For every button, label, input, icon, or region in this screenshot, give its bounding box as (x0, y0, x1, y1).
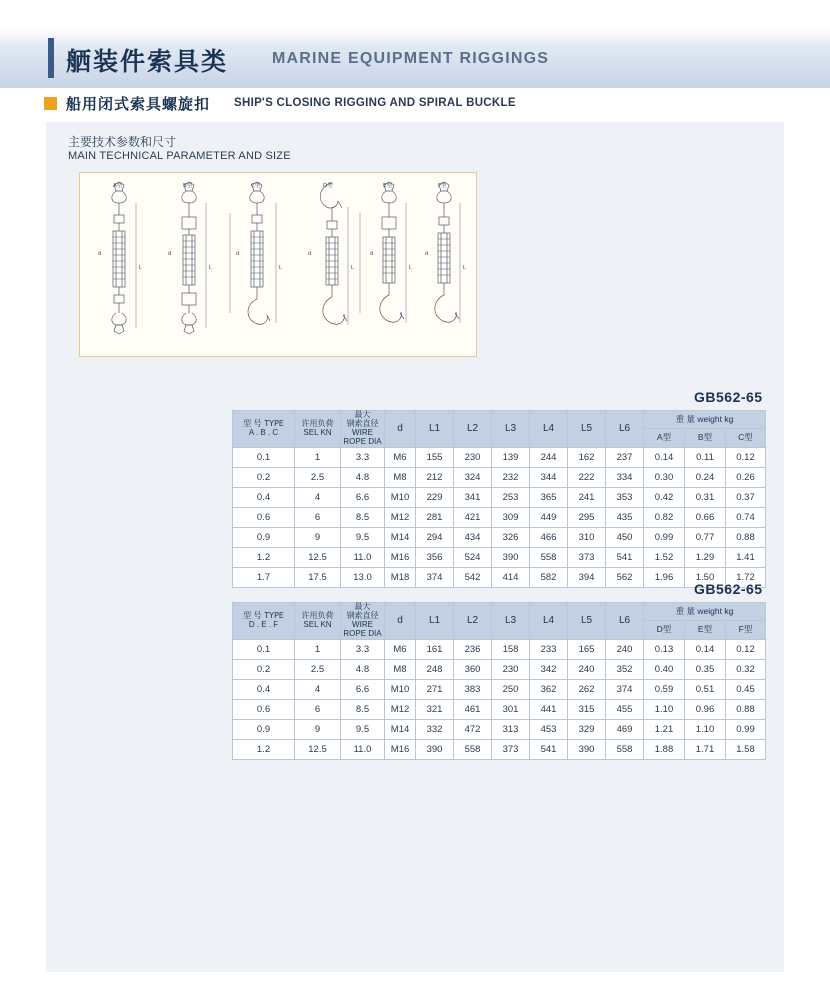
th-weight-a: A型 (644, 429, 685, 447)
standard-label-2: GB562-65 (694, 581, 763, 597)
cell-wa: 0.14 (644, 447, 685, 467)
cell-l4: 362 (530, 679, 568, 699)
cell-l6: 562 (606, 567, 644, 587)
cell-wf: 0.99 (726, 719, 766, 739)
cell-we: 1.71 (685, 739, 726, 759)
spec-table-abc-body (233, 447, 766, 587)
cell-wd: 1.88 (644, 739, 685, 759)
cell-l4: 244 (530, 447, 568, 467)
svg-text:E型: E型 (383, 183, 392, 189)
cell-l5: 329 (568, 719, 606, 739)
section-title-cn: 船用闭式索具螺旋扣 (66, 95, 211, 113)
th-d: d (385, 603, 416, 640)
cell-rope: 3.3 (341, 639, 385, 659)
cell-load: 4 (295, 487, 341, 507)
cell-load: 6 (295, 507, 341, 527)
cell-we: 0.51 (685, 679, 726, 699)
cell-rope: 11.0 (341, 739, 385, 759)
cell-d: M10 (385, 487, 416, 507)
cell-l4: 466 (530, 527, 568, 547)
th-l6: L6 (606, 603, 644, 640)
cell-wa: 0.99 (644, 527, 685, 547)
cell-rope: 13.0 (341, 567, 385, 587)
cell-l5: 310 (568, 527, 606, 547)
svg-text:d: d (425, 251, 429, 257)
cell-wb: 1.29 (685, 547, 726, 567)
section-title-en: SHIP'S CLOSING RIGGING AND SPIRAL BUCKLE (234, 97, 516, 109)
th-l2: L2 (454, 603, 492, 640)
cell-type: 1.2 (233, 547, 295, 567)
technical-drawing-panel (79, 172, 477, 357)
cell-d: M18 (385, 567, 416, 587)
cell-wd: 0.13 (644, 639, 685, 659)
cell-wa: 1.52 (644, 547, 685, 567)
cell-l3: 309 (492, 507, 530, 527)
th-rope-en1: WIRE (352, 427, 373, 437)
table-row (233, 739, 766, 759)
cell-l2: 324 (454, 467, 492, 487)
cell-l5: 373 (568, 547, 606, 567)
cell-wa: 0.42 (644, 487, 685, 507)
page-title-cn: 舾装件索具类 (66, 47, 229, 76)
cell-wf: 1.58 (726, 739, 766, 759)
parameters-caption-en: MAIN TECHNICAL PARAMETER AND SIZE (68, 150, 291, 162)
th-rope-cn2: 钢索直径 (346, 418, 379, 428)
cell-l1: 248 (416, 659, 454, 679)
cell-l6: 374 (606, 679, 644, 699)
cell-l1: 229 (416, 487, 454, 507)
table-row (233, 507, 766, 527)
cell-d: M14 (385, 719, 416, 739)
cell-l1: 155 (416, 447, 454, 467)
svg-text:L: L (139, 265, 143, 271)
th-l1: L1 (416, 411, 454, 448)
cell-type: 0.6 (233, 507, 295, 527)
cell-rope: 6.6 (341, 487, 385, 507)
cell-wb: 0.31 (685, 487, 726, 507)
cell-l5: 295 (568, 507, 606, 527)
th-load-en: SEL KN (303, 427, 332, 437)
cell-l6: 469 (606, 719, 644, 739)
cell-type: 0.2 (233, 467, 295, 487)
cell-load: 9 (295, 719, 341, 739)
cell-l3: 250 (492, 679, 530, 699)
cell-l1: 374 (416, 567, 454, 587)
cell-type: 0.1 (233, 639, 295, 659)
th-type (233, 411, 295, 448)
svg-text:F型: F型 (438, 183, 447, 189)
cell-type: 0.4 (233, 487, 295, 507)
cell-load: 6 (295, 699, 341, 719)
cell-l2: 230 (454, 447, 492, 467)
cell-load: 17.5 (295, 567, 341, 587)
cell-l1: 294 (416, 527, 454, 547)
table-row (233, 547, 766, 567)
th-rope (341, 603, 385, 640)
cell-d: M14 (385, 527, 416, 547)
th-load-en: SEL KN (303, 619, 332, 629)
cell-rope: 4.8 (341, 659, 385, 679)
cell-wc: 1.72 (726, 567, 766, 587)
th-l4: L4 (530, 411, 568, 448)
cell-l4: 582 (530, 567, 568, 587)
table-row (233, 447, 766, 467)
th-weight-e: E型 (685, 621, 726, 639)
cell-l6: 435 (606, 507, 644, 527)
th-rope-en1: WIRE (352, 619, 373, 629)
cell-l5: 165 (568, 639, 606, 659)
cell-we: 0.35 (685, 659, 726, 679)
cell-l5: 222 (568, 467, 606, 487)
th-l4: L4 (530, 603, 568, 640)
cell-l5: 394 (568, 567, 606, 587)
th-type (233, 603, 295, 640)
cell-rope: 8.5 (341, 699, 385, 719)
svg-text:L: L (351, 265, 355, 271)
cell-load: 4 (295, 679, 341, 699)
th-type-label: 型 号 TYPE (243, 610, 284, 620)
th-weight-f: F型 (726, 621, 766, 639)
cell-wb: 0.11 (685, 447, 726, 467)
table-row (233, 659, 766, 679)
cell-rope: 9.5 (341, 719, 385, 739)
th-rope-en2: ROPE DIA (343, 436, 382, 446)
cell-load: 12.5 (295, 547, 341, 567)
table-header-row-top (233, 411, 766, 429)
cell-wc: 0.37 (726, 487, 766, 507)
cell-d: M12 (385, 507, 416, 527)
cell-type: 1.2 (233, 739, 295, 759)
cell-type: 0.1 (233, 447, 295, 467)
cell-we: 0.96 (685, 699, 726, 719)
cell-wb: 1.50 (685, 567, 726, 587)
cell-l4: 342 (530, 659, 568, 679)
cell-l6: 455 (606, 699, 644, 719)
cell-l2: 542 (454, 567, 492, 587)
cell-wc: 1.41 (726, 547, 766, 567)
cell-l3: 326 (492, 527, 530, 547)
svg-text:L: L (463, 265, 467, 271)
cell-l1: 281 (416, 507, 454, 527)
th-rope-cn1: 最大 (354, 602, 371, 611)
table-row (233, 679, 766, 699)
cell-d: M10 (385, 679, 416, 699)
cell-l5: 240 (568, 659, 606, 679)
cell-l6: 450 (606, 527, 644, 547)
th-weight-c: C型 (726, 429, 766, 447)
cell-wc: 0.88 (726, 527, 766, 547)
cell-l5: 262 (568, 679, 606, 699)
cell-d: M6 (385, 639, 416, 659)
svg-text:d: d (370, 251, 374, 257)
table-header-row-top (233, 603, 766, 621)
th-weight-b: B型 (685, 429, 726, 447)
cell-l5: 241 (568, 487, 606, 507)
cell-l3: 373 (492, 739, 530, 759)
cell-wb: 0.24 (685, 467, 726, 487)
cell-l4: 453 (530, 719, 568, 739)
th-weight-group: 重 量 weight kg (644, 603, 766, 621)
th-type-models: D . E . F (248, 619, 279, 629)
cell-load: 1 (295, 447, 341, 467)
cell-l6: 541 (606, 547, 644, 567)
cell-l3: 158 (492, 639, 530, 659)
cell-l6: 237 (606, 447, 644, 467)
cell-load: 2.5 (295, 659, 341, 679)
cell-wd: 0.59 (644, 679, 685, 699)
cell-l3: 390 (492, 547, 530, 567)
cell-load: 12.5 (295, 739, 341, 759)
table-row (233, 699, 766, 719)
cell-l3: 139 (492, 447, 530, 467)
th-rope-cn1: 最大 (354, 410, 371, 419)
table-row (233, 639, 766, 659)
cell-wa: 0.30 (644, 467, 685, 487)
table-row (233, 467, 766, 487)
th-l2: L2 (454, 411, 492, 448)
cell-l5: 390 (568, 739, 606, 759)
cell-l3: 232 (492, 467, 530, 487)
cell-l5: 315 (568, 699, 606, 719)
cell-type: 0.9 (233, 719, 295, 739)
cell-rope: 11.0 (341, 547, 385, 567)
cell-type: 0.6 (233, 699, 295, 719)
cell-l4: 449 (530, 507, 568, 527)
cell-we: 0.14 (685, 639, 726, 659)
cell-l1: 271 (416, 679, 454, 699)
cell-l2: 524 (454, 547, 492, 567)
th-l5: L5 (568, 411, 606, 448)
cell-we: 1.10 (685, 719, 726, 739)
th-l1: L1 (416, 603, 454, 640)
table-row (233, 487, 766, 507)
cell-l6: 353 (606, 487, 644, 507)
cell-rope: 9.5 (341, 527, 385, 547)
cell-l6: 558 (606, 739, 644, 759)
cell-wd: 1.10 (644, 699, 685, 719)
cell-d: M16 (385, 547, 416, 567)
cell-l2: 421 (454, 507, 492, 527)
th-type-label: 型 号 TYPE (243, 418, 284, 428)
cell-l6: 334 (606, 467, 644, 487)
cell-l6: 240 (606, 639, 644, 659)
cell-l2: 341 (454, 487, 492, 507)
cell-wc: 0.74 (726, 507, 766, 527)
cell-l3: 313 (492, 719, 530, 739)
th-type-models: A . B . C (248, 427, 279, 437)
cell-type: 0.9 (233, 527, 295, 547)
cell-l1: 321 (416, 699, 454, 719)
cell-l2: 360 (454, 659, 492, 679)
parameters-caption-cn: 主要技术参数和尺寸 (68, 135, 177, 149)
th-weight-group: 重 量 weight kg (644, 411, 766, 429)
table-row (233, 567, 766, 587)
cell-l2: 461 (454, 699, 492, 719)
cell-l2: 434 (454, 527, 492, 547)
standard-label-1: GB562-65 (694, 389, 763, 405)
cell-type: 0.4 (233, 679, 295, 699)
cell-rope: 4.8 (341, 467, 385, 487)
cell-l6: 352 (606, 659, 644, 679)
cell-load: 2.5 (295, 467, 341, 487)
th-l3: L3 (492, 411, 530, 448)
cell-wc: 0.12 (726, 447, 766, 467)
cell-l4: 558 (530, 547, 568, 567)
cell-l4: 233 (530, 639, 568, 659)
cell-rope: 8.5 (341, 507, 385, 527)
svg-text:B型: B型 (183, 183, 193, 189)
cell-load: 1 (295, 639, 341, 659)
svg-text:D型: D型 (323, 183, 333, 189)
cell-type: 0.2 (233, 659, 295, 679)
svg-text:C型: C型 (251, 183, 261, 189)
cell-l3: 301 (492, 699, 530, 719)
cell-d: M16 (385, 739, 416, 759)
svg-text:d: d (168, 251, 172, 257)
cell-l3: 230 (492, 659, 530, 679)
cell-l3: 253 (492, 487, 530, 507)
cell-rope: 3.3 (341, 447, 385, 467)
cell-wa: 0.82 (644, 507, 685, 527)
th-d: d (385, 411, 416, 448)
cell-wd: 1.21 (644, 719, 685, 739)
cell-wa: 1.96 (644, 567, 685, 587)
cell-d: M8 (385, 467, 416, 487)
th-load-cn: 许用负荷 (301, 610, 334, 620)
th-l3: L3 (492, 603, 530, 640)
cell-l1: 212 (416, 467, 454, 487)
turnbuckle-drawing-svg (80, 173, 476, 356)
cell-l4: 344 (530, 467, 568, 487)
th-l5: L5 (568, 603, 606, 640)
spec-table-def (232, 602, 766, 760)
section-marker-icon (44, 97, 57, 110)
svg-text:L: L (279, 265, 283, 271)
cell-wd: 0.40 (644, 659, 685, 679)
cell-l1: 161 (416, 639, 454, 659)
table-row (233, 719, 766, 739)
svg-text:d: d (308, 251, 312, 257)
th-rope-cn2: 钢索直径 (346, 610, 379, 620)
page-title-en: MARINE EQUIPMENT RIGGINGS (272, 50, 550, 67)
table-row (233, 527, 766, 547)
cell-wf: 0.12 (726, 639, 766, 659)
th-rope-en2: ROPE DIA (343, 628, 382, 638)
header-accent-bar (48, 38, 54, 78)
cell-rope: 6.6 (341, 679, 385, 699)
svg-text:d: d (236, 251, 240, 257)
cell-d: M8 (385, 659, 416, 679)
cell-wb: 0.66 (685, 507, 726, 527)
cell-l1: 390 (416, 739, 454, 759)
spec-table-def-body (233, 639, 766, 759)
cell-l4: 441 (530, 699, 568, 719)
spec-table-abc (232, 410, 766, 588)
cell-d: M6 (385, 447, 416, 467)
cell-wf: 0.88 (726, 699, 766, 719)
cell-wc: 0.26 (726, 467, 766, 487)
svg-text:L: L (209, 265, 213, 271)
cell-wb: 0.77 (685, 527, 726, 547)
cell-l4: 541 (530, 739, 568, 759)
cell-l1: 332 (416, 719, 454, 739)
cell-l2: 236 (454, 639, 492, 659)
cell-wf: 0.32 (726, 659, 766, 679)
cell-wf: 0.45 (726, 679, 766, 699)
svg-text:d: d (98, 251, 102, 257)
cell-l1: 356 (416, 547, 454, 567)
th-weight-d: D型 (644, 621, 685, 639)
th-load (295, 411, 341, 448)
th-rope (341, 411, 385, 448)
svg-text:L: L (409, 265, 413, 271)
th-load (295, 603, 341, 640)
cell-l5: 162 (568, 447, 606, 467)
th-l6: L6 (606, 411, 644, 448)
cell-l2: 472 (454, 719, 492, 739)
svg-text:A型: A型 (113, 183, 123, 189)
cell-type: 1.7 (233, 567, 295, 587)
th-load-cn: 许用负荷 (301, 418, 334, 428)
cell-l3: 414 (492, 567, 530, 587)
cell-l2: 383 (454, 679, 492, 699)
cell-l2: 558 (454, 739, 492, 759)
cell-load: 9 (295, 527, 341, 547)
cell-l4: 365 (530, 487, 568, 507)
cell-d: M12 (385, 699, 416, 719)
